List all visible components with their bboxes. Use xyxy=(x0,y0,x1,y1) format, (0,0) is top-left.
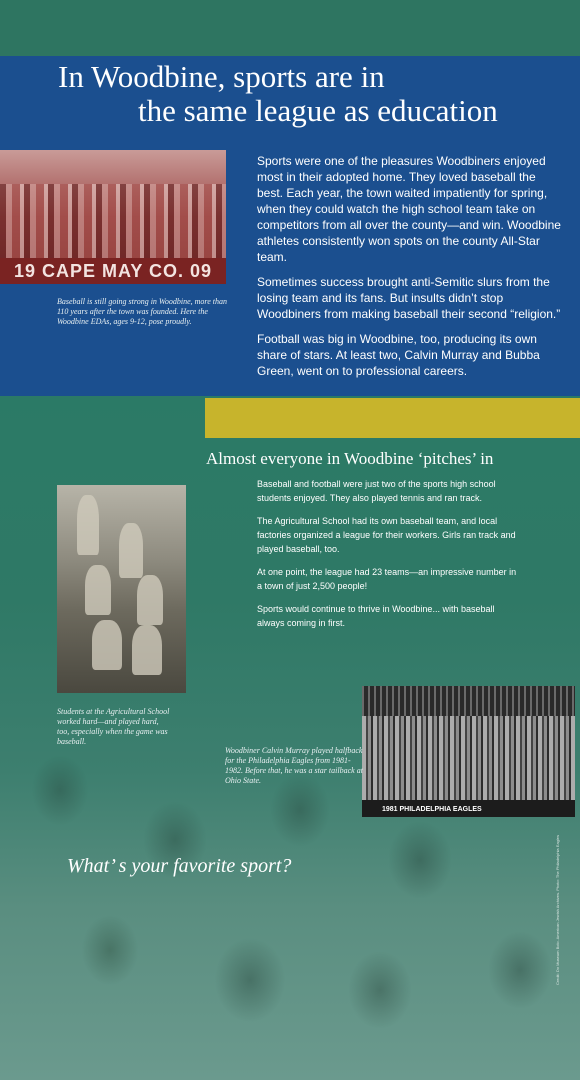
accent-bar xyxy=(205,398,580,438)
photo-figure xyxy=(85,565,111,615)
body-paragraph: The Agricultural School had its own baseball team, and local factories organized a league for their workers. Girls ran track and played baseball, too. xyxy=(257,516,516,554)
school-photo-caption: Students at the Agricultural School worked hard—and played hard, too, especially when the game was baseball. xyxy=(57,707,170,746)
photo-label: 1981 PHILADELPHIA EAGLES xyxy=(382,806,482,813)
photo-banner: 19 CAPE MAY CO. 09 xyxy=(0,258,226,284)
body-paragraph: Sports would continue to thrive in Woodbine... with baseball always coming in first. xyxy=(257,604,495,628)
intro-text xyxy=(257,153,562,388)
photo-stands xyxy=(362,686,575,716)
photo-figure xyxy=(92,620,122,670)
closing-question: What’ s your favorite sport? xyxy=(67,855,292,877)
title-line-1: In Woodbine, sports are in xyxy=(58,59,385,94)
photo-row xyxy=(0,184,226,222)
agricultural-school-team-photo xyxy=(57,485,186,693)
photo-figure xyxy=(137,575,163,625)
body-paragraph: At one point, the league had 23 teams—an impressive number in a town of just 2,500 people! xyxy=(257,567,517,591)
page-title xyxy=(58,60,558,128)
baseball-team-photo xyxy=(0,150,226,284)
eagles-team-photo xyxy=(362,686,575,817)
section-heading: Almost everyone in Woodbine ‘pitches’ in xyxy=(206,449,494,468)
intro-paragraph: Football was big in Woodbine, too, producing its own share of stars. At least two, Calvin Murray and Bubba Green, went on to professional careers. xyxy=(257,332,540,378)
photo-team-rows xyxy=(362,716,575,800)
intro-paragraph: Sports were one of the pleasures Woodbiners enjoyed most in their adopted home. They loved baseball the best. Each year, the town waited impatiently for spring, when they could watch the high school team take on competitors from all over the county—and win. Woodbine athletes consistently won spots on the county All-Star team. xyxy=(257,154,561,264)
eagles-photo-caption: Woodbiner Calvin Murray played halfback for the Philadelphia Eagles from 1981-1982. Before that, he was a star tailback at Ohio State. xyxy=(225,746,363,785)
title-line-2: the same league as education xyxy=(138,93,498,128)
top-band xyxy=(0,0,580,56)
photo-row xyxy=(0,222,226,260)
photo-figure xyxy=(119,523,143,578)
body-paragraph: Baseball and football were just two of the sports high school students enjoyed. They also played tennis and ran track. xyxy=(257,479,496,503)
photo-figure xyxy=(132,625,162,675)
intro-paragraph: Sometimes success brought anti-Semitic slurs from the losing team and its fans. But insults didn’t stop Woodbiners from making baseball their second “religion.” xyxy=(257,275,561,321)
photo-figure xyxy=(77,495,99,555)
baseball-photo-caption: Baseball is still going strong in Woodbine, more than 110 years after the town was founded. Here the Woodbine EDAs, ages 9-12, pose proudly. xyxy=(57,297,228,326)
photo-credit: Credit: Do Museum Bolo. American Jewish Archives. Photo: The Philadelphia Eagles xyxy=(555,834,560,985)
section-body-text xyxy=(257,477,517,639)
